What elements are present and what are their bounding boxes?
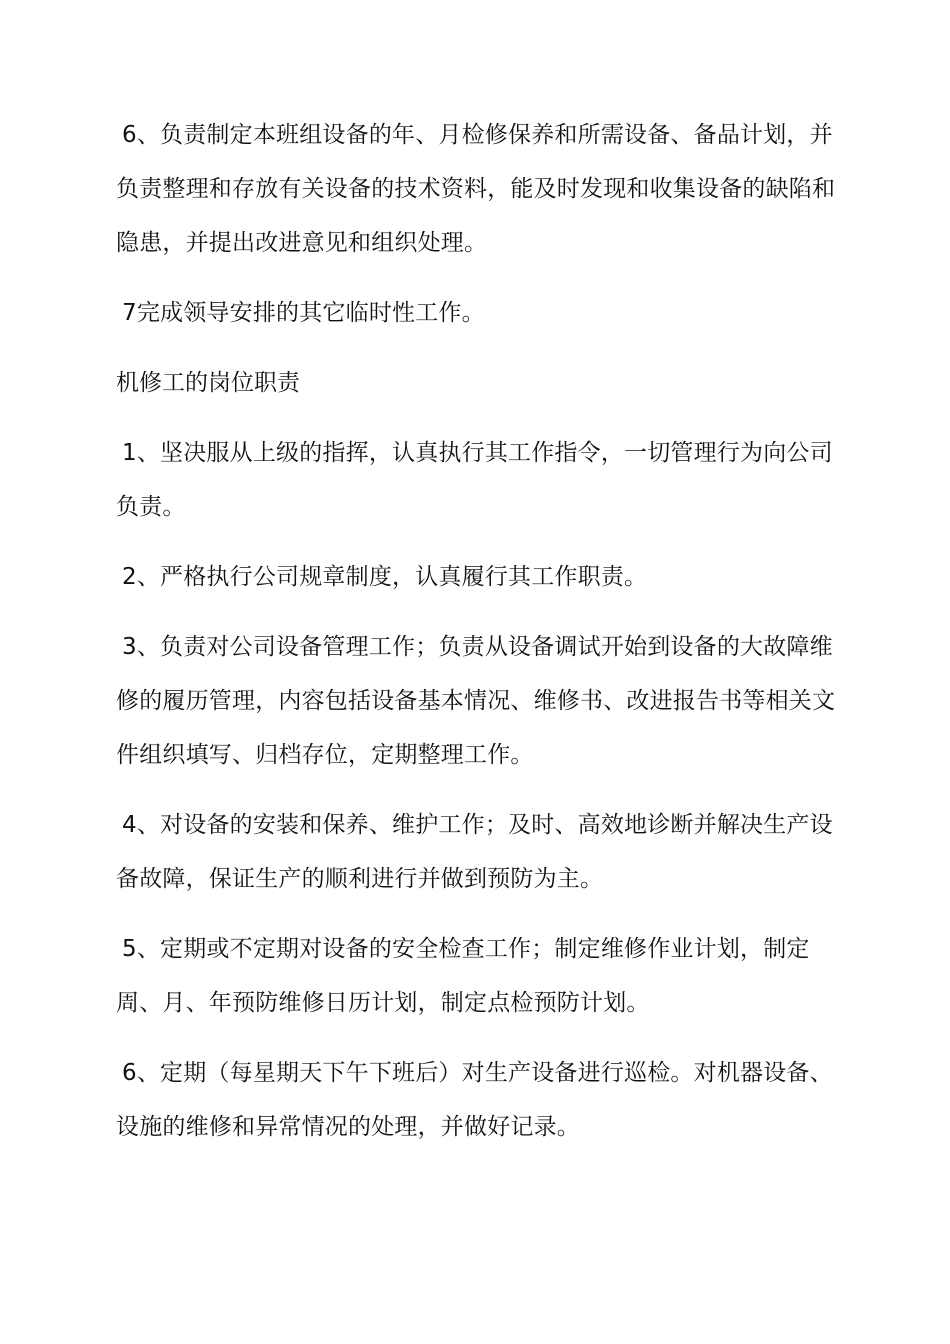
paragraph-text: 5、定期或不定期对设备的安全检查工作；制定维修作业计划，制定周、月、年预防维修日历计划，制定点检预防计划。 <box>116 936 810 1016</box>
paragraph-text: 6、负责制定本班组设备的年、月检修保养和所需设备、备品计划，并负责整理和存放有关设备的技术资料，能及时发现和收集设备的缺陷和隐患，并提出改进意见和组织处理。 <box>116 122 836 256</box>
paragraph-text: 1、坚决服从上级的指挥，认真执行其工作指令，一切管理行为向公司负责。 <box>116 440 833 520</box>
paragraph-duty-2 <box>116 550 836 604</box>
paragraph-text: 4、对设备的安装和保养、维护工作；及时、高效地诊断并解决生产设备故障，保证生产的顺利进行并做到预防为主。 <box>116 812 833 892</box>
paragraph-duty-4 <box>116 798 836 906</box>
paragraph-equipment-plan <box>116 108 836 270</box>
paragraph-duty-6 <box>116 1046 836 1154</box>
document-page <box>116 108 836 1170</box>
paragraph-duty-5 <box>116 922 836 1030</box>
paragraph-duty-3 <box>116 620 836 782</box>
paragraph-text: 6、定期（每星期天下午下班后）对生产设备进行巡检。对机器设备、设施的维修和异常情况的处理，并做好记录。 <box>116 1060 833 1140</box>
heading-text: 机修工的岗位职责 <box>116 370 300 396</box>
paragraph-text: 3、负责对公司设备管理工作；负责从设备调试开始到设备的大故障维修的履历管理，内容包括设备基本情况、维修书、改进报告书等相关文件组织填写、归档存位，定期整理工作。 <box>116 634 836 768</box>
paragraph-temporary-work <box>116 286 836 340</box>
paragraph-text: 2、严格执行公司规章制度，认真履行其工作职责。 <box>122 564 648 590</box>
section-heading <box>116 356 836 410</box>
paragraph-text: 7完成领导安排的其它临时性工作。 <box>122 300 485 326</box>
paragraph-duty-1 <box>116 426 836 534</box>
